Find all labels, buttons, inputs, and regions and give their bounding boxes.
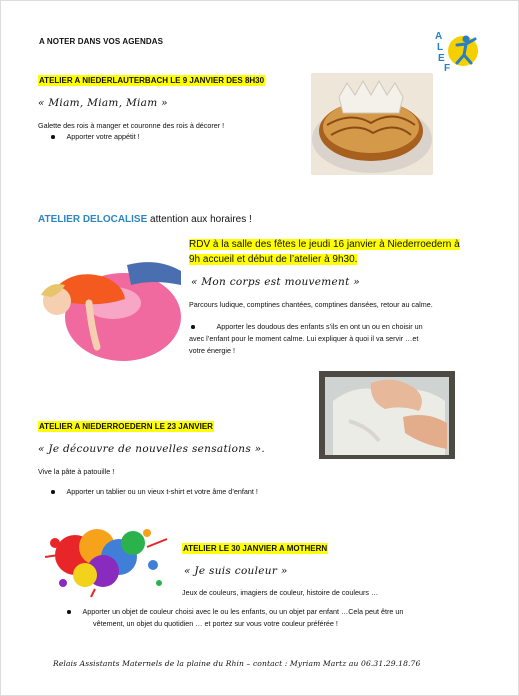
footer-contact: Relais Assistants Maternels de la plaine du Rhin – contact : Myriam Martz au 06.31.29.18.76: [53, 659, 421, 668]
galette-image: [311, 73, 433, 175]
section2-bullet-line2: avec l’enfant pour le moment calme. Lui expliquer à quoi il va servir …et: [189, 334, 419, 343]
section2-bullet: [189, 321, 423, 357]
svg-text:E: E: [438, 53, 445, 64]
section1-bullet: [51, 132, 140, 143]
section1-subtitle: « Miam, Miam, Miam »: [38, 97, 168, 109]
agenda-heading: A NOTER DANS VOS AGENDAS: [39, 37, 164, 46]
dough-image: [319, 371, 455, 459]
svg-text:L: L: [437, 42, 444, 53]
section3-title: ATELIER A NIEDERROEDERN LE 23 JANVIER: [39, 422, 213, 431]
section2-title-blue: ATELIER DELOCALISE: [38, 214, 148, 225]
section2-title: [38, 214, 252, 225]
section4-title: ATELIER LE 30 JANVIER A MOTHERN: [183, 544, 328, 553]
section4-bullet-line2: vêtement, un objet du quotidien … et portez sur vous votre couleur préférée !: [93, 619, 338, 628]
section2-rdv: [189, 237, 460, 267]
section2-title-rest: attention aux horaires !: [147, 214, 252, 225]
section1-title: ATELIER A NIEDERLAUTERBACH LE 9 JANVIER DES 8H30: [39, 76, 265, 85]
bullet-dot: [191, 325, 195, 329]
section3-description: Vive la pâte à patouille !: [38, 467, 115, 476]
alef-logo: [433, 25, 485, 73]
section3-bullet-text: Apporter un tablier ou un vieux t-shirt et votre âme d’enfant !: [66, 487, 258, 496]
section2-bullet-line1: Apporter les doudous des enfants s’ils en ont un ou en choisir un: [216, 322, 423, 331]
section4-bullet-line1: Apporter un objet de couleur choisi avec le ou les enfants, ou un objet par enfant …Cela peut être un: [82, 607, 404, 616]
child-ball-image: [31, 237, 181, 365]
bullet-dot: [67, 610, 71, 614]
section1-bullet-text: Apporter votre appétit !: [66, 132, 140, 141]
section2-rdv-line2: 9h accueil et début de l’atelier à 9h30.: [189, 254, 358, 265]
bullet-dot: [51, 490, 55, 494]
section2-description: Parcours ludique, comptines chantées, comptines dansées, retour au calme.: [189, 300, 433, 309]
svg-text:A: A: [435, 31, 443, 42]
section4-bullet: [67, 606, 403, 630]
section2-rdv-line1: RDV à la salle des fêtes le jeudi 16 janvier à Niederroedern à: [189, 239, 460, 250]
paint-splash-image: [35, 517, 173, 599]
section3-bullet: [51, 487, 258, 498]
section2-subtitle: « Mon corps est mouvement »: [191, 276, 360, 288]
section4-description: Jeux de couleurs, imagiers de couleur, histoire de couleurs …: [182, 588, 379, 597]
section4-subtitle: « Je suis couleur »: [184, 565, 288, 577]
section1-description: Galette des rois à manger et couronne des rois à décorer !: [38, 121, 225, 130]
svg-text:F: F: [444, 63, 451, 73]
section2-bullet-line3: votre énergie !: [189, 346, 235, 355]
bullet-dot: [51, 135, 55, 139]
section3-subtitle: « Je découvre de nouvelles sensations ».: [38, 443, 266, 455]
